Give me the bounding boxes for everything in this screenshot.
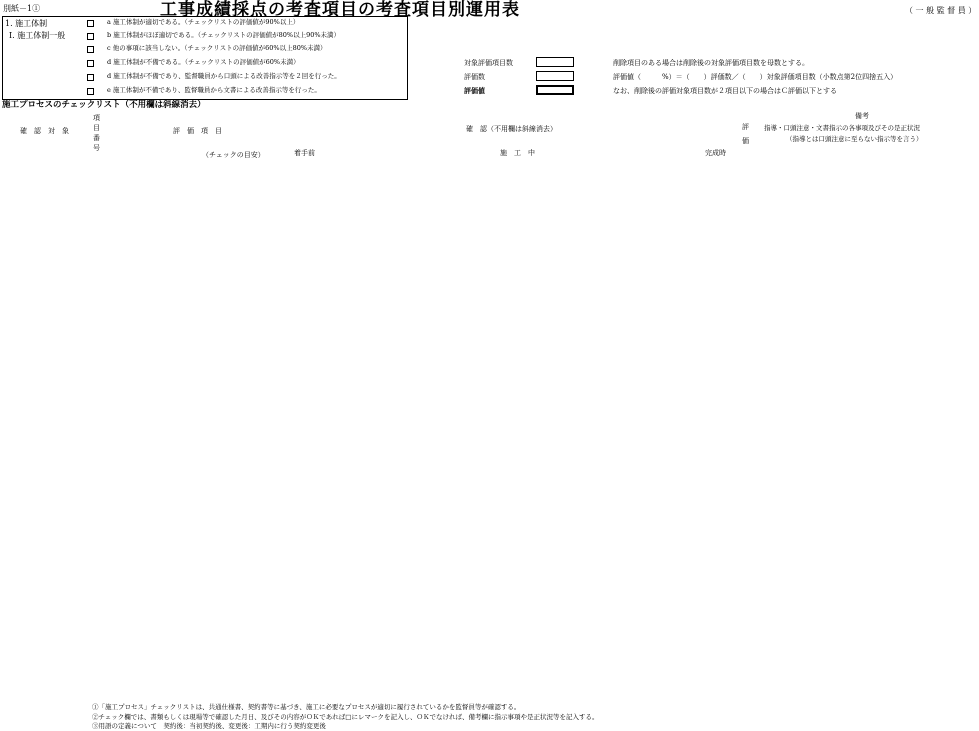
footnote: ②チェック欄では、書類もしくは現場等で確認した月日、及びその内容がＯＫであれば□にレマークを記入し、ＯＫでなければ、備考欄に指示事項や是正状況等を記入する。 (92, 713, 599, 721)
rule-text: 評価値（ %）＝（ ）評価数／（ ）対象評価項目数（小数点第2位四捨五入） (613, 73, 898, 81)
col-header-confirm: 確 認（不用欄は斜線消去） (466, 125, 557, 133)
col-header-no: 項 目 番 号 (93, 114, 100, 152)
eval-value-label: 評価値 (464, 86, 485, 95)
rule-text: なお、削除後の評価対象項目数が２項目以下の場合はＣ評価以下とする (613, 87, 837, 95)
col-header-done: 完成時 (705, 149, 726, 157)
page-title: 工事成績採点の考査項目の考査項目別運用表 (160, 0, 520, 20)
col-header-remarks-sub: （指導とは口頭注意に至らない指示等を言う） (786, 135, 923, 143)
col-header-item: 評 価 項 目 (173, 127, 222, 135)
footnote: ①「施工プロセス」チェックリストは、共通仕様書、契約書等に基づき、施工に必要なプロセスが適切に履行されているかを監督員等が確認する。 (92, 703, 521, 711)
form-reference: 別紙－1① (3, 4, 41, 13)
col-header-during: 施 工 中 (500, 149, 535, 157)
eval-number-label: 評価数 (464, 73, 485, 81)
col-header-remarks-sub: 指導・口頭注意・文書指示の各事項及びその是正状況 (764, 124, 920, 132)
footnote: ③用語の定義について 契約後：当初契約後、変更後：工期内に行う契約変更後 (92, 722, 326, 730)
section-title: 施工プロセスのチェックリスト（不用欄は斜線消去） (2, 100, 206, 110)
rule-text: 削除項目のある場合は削除後の対象評価項目数を母数とする。 (613, 59, 809, 67)
rating-box: 1. 施工体制 Ⅰ. 施工体制一般 a 施工体制が適切である。（チェックリストの評価値が90%以上） b 施工体制がほぼ適切である。（チェックリストの評価値が80%以上90%未満） c 他の事項に該当しない。（チェックリストの評価値が60%以上80%未満） d 施工体制が不備である。（チェックリストの評価値が60%未満） d 施工体制が不備であり、監督職員から口頭による改善指示等を２回を行った。 e 施工体制が不備であり、監督職員から文書による改善指示等を行った。 (2, 16, 408, 100)
level1-label: 1. 施工体制 (5, 19, 48, 28)
level2-label: Ⅰ. 施工体制一般 (9, 31, 66, 40)
inspector-type: （ 一 般 監 督 員 ） (905, 6, 977, 15)
col-header-target: 確 認 対 象 (20, 127, 69, 135)
eval-count-label: 対象評価項目数 (464, 59, 513, 67)
col-header-item-sub: （チェックの目安） (202, 151, 265, 159)
col-header-before: 着手前 (294, 149, 315, 157)
col-header-eval: 評 価 (742, 123, 749, 145)
col-header-remarks: 備考 (855, 112, 869, 120)
